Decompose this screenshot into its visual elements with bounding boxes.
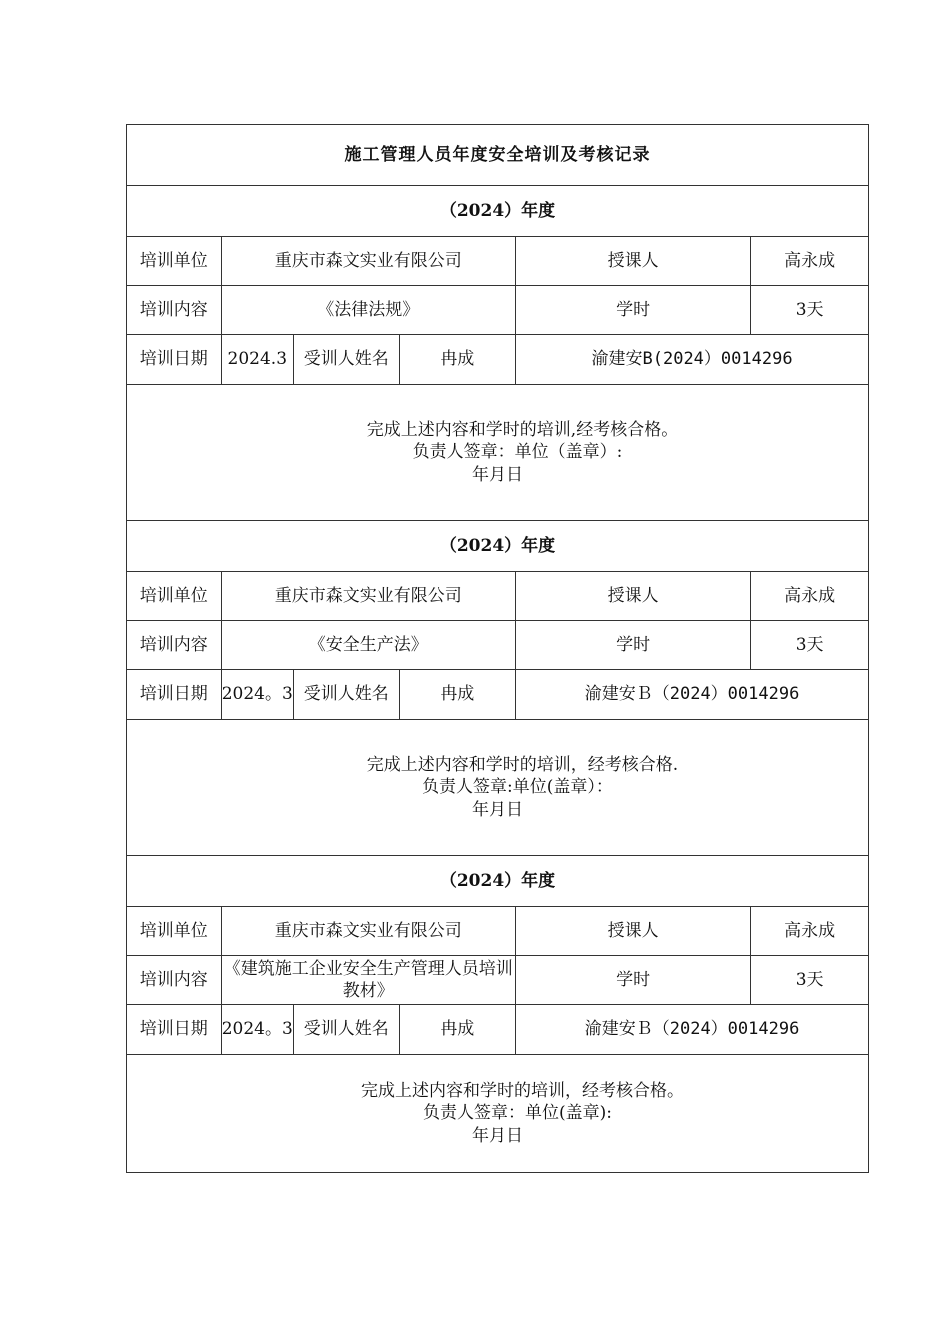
teacher-value: 高永成 — [751, 237, 869, 286]
trainee-label: 受训人姓名 — [294, 1005, 400, 1055]
unit-label: 培训单位 — [127, 237, 222, 286]
signature-line: 负责人签章:单位(盖章）： — [422, 777, 613, 798]
content-label: 培训内容 — [127, 286, 222, 335]
date-label: 培训日期 — [127, 670, 222, 720]
certificate-number: 渝建安Ｂ（2024）0014296 — [516, 1005, 869, 1055]
assessment-result-text: 完成上述内容和学时的培训，经考核合格. — [366, 755, 679, 776]
hours-label: 学时 — [516, 286, 751, 335]
page-title: 施工管理人员年度安全培训及考核记录 — [127, 125, 869, 186]
certificate-number: 渝建安Ｂ（2024）0014296 — [516, 670, 869, 720]
trainee-label: 受训人姓名 — [294, 335, 400, 385]
content-value: 《建筑施工企业安全生产管理人员培训教材》 — [221, 956, 516, 1005]
content-label: 培训内容 — [127, 621, 222, 670]
assessment-result-text: 完成上述内容和学时的培训，经考核合格。 — [361, 1081, 684, 1102]
content-value: 《法律法规》 — [221, 286, 516, 335]
hours-label: 学时 — [516, 956, 751, 1005]
teacher-label: 授课人 — [516, 907, 751, 956]
unit-value: 重庆市森文实业有限公司 — [221, 572, 516, 621]
assessment-note — [127, 720, 869, 856]
signature-line: 负责人签章：单位(盖章): — [423, 1103, 612, 1124]
teacher-value: 高永成 — [751, 572, 869, 621]
hours-value: 3天 — [751, 286, 869, 335]
hours-label: 学时 — [516, 621, 751, 670]
date-line: 年月日 — [472, 799, 523, 820]
year-heading: （2024）年度 — [127, 521, 869, 572]
trainee-value: 冉成 — [399, 1005, 516, 1055]
assessment-result-text: 完成上述内容和学时的培训,经考核合格。 — [366, 420, 679, 441]
assessment-note — [127, 1055, 869, 1173]
certificate-number: 渝建安B(2024）0014296 — [516, 335, 869, 385]
date-value: 2024。3 — [221, 1005, 294, 1055]
year-heading: （2024）年度 — [127, 856, 869, 907]
teacher-label: 授课人 — [516, 572, 751, 621]
date-label: 培训日期 — [127, 335, 222, 385]
teacher-label: 授课人 — [516, 237, 751, 286]
date-line: 年月日 — [472, 1125, 523, 1146]
date-line: 年月日 — [472, 464, 523, 485]
trainee-value: 冉成 — [399, 670, 516, 720]
hours-value: 3天 — [751, 956, 869, 1005]
content-label: 培训内容 — [127, 956, 222, 1005]
unit-label: 培训单位 — [127, 907, 222, 956]
trainee-value: 冉成 — [399, 335, 516, 385]
unit-value: 重庆市森文实业有限公司 — [221, 907, 516, 956]
signature-line: 负责人签章：单位（盖章）: — [412, 442, 623, 463]
trainee-label: 受训人姓名 — [294, 670, 400, 720]
year-heading: （2024）年度 — [127, 186, 869, 237]
unit-value: 重庆市森文实业有限公司 — [221, 237, 516, 286]
date-value: 2024.3 — [221, 335, 294, 385]
assessment-note — [127, 385, 869, 521]
hours-value: 3天 — [751, 621, 869, 670]
training-record-table — [126, 124, 869, 1173]
teacher-value: 高永成 — [751, 907, 869, 956]
date-label: 培训日期 — [127, 1005, 222, 1055]
content-value: 《安全生产法》 — [221, 621, 516, 670]
unit-label: 培训单位 — [127, 572, 222, 621]
date-value: 2024。3 — [221, 670, 294, 720]
